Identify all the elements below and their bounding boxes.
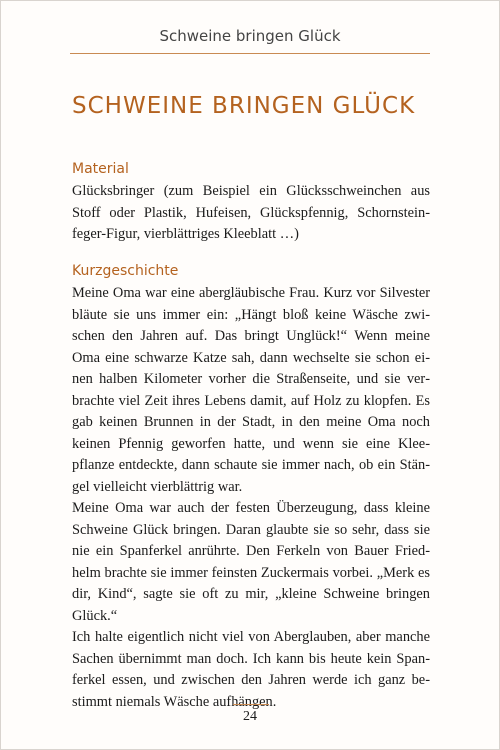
material-section xyxy=(72,161,430,246)
story-paragraph: Meine Oma war eine abergläubische Frau. Kurz vor Silvester bläute sie uns immer ein: „Hängt bloß keine Wäsche zwischen den Jahren auf. Das bringt Unglück!“ Wenn meine Oma eine schwarze Katze sah, dann wechselte sie schon einen halben Kilometer vorher die Straßenseite, und sie verbrachte viel Zeit ihres Lebens damit, auf Holz zu klopfen. Es gab keinen Brunnen in der Stadt, in den meine Oma noch keinen Pfennig geworfen hatte, und wenn sie eine Kleepflanze entdeckte, dann schaute sie immer nach, ob ein Stängel vielleicht vierblättrig war. xyxy=(72,285,430,495)
material-heading: Material xyxy=(72,161,129,177)
story-heading: Kurzgeschichte xyxy=(72,263,179,279)
chapter-title: SCHWEINE BRINGEN GLÜCK xyxy=(72,93,416,119)
page-number: 24 xyxy=(243,709,257,724)
story-paragraph: Ich halte eigentlich nicht viel von Aberglauben, aber manche Sachen übernimmt man doch. Ich kann bis heute kein Spanferkel essen, und zwischen den Jahren werde ich ganz bestimmt niemals Wäsche aufhängen. xyxy=(72,629,430,710)
header-divider xyxy=(70,53,430,54)
story-paragraph: Meine Oma war auch der festen Überzeugung, dass kleine Schweine Glück bringen. Daran glaubte sie so sehr, dass sie nie ein Spanferkel anrührte. Den Ferkeln von Bauer Friedhelm brachte sie immer feinsten Zuckermais vorbei. „Merk es dir, Kind“, sagte sie oft zu mir, „kleine Schweine bringen Glück.“ xyxy=(72,500,430,624)
footer-divider xyxy=(233,704,269,705)
material-text: Glücksbringer (zum Beispiel ein Glücksschweinchen aus Stoff oder Plastik, Hufeisen, Glückspfennig, Schornsteinfeger-Figur, vierblättriges Kleeblatt …) xyxy=(72,183,430,242)
running-head: Schweine bringen Glück xyxy=(159,27,341,45)
story-section xyxy=(72,263,430,713)
